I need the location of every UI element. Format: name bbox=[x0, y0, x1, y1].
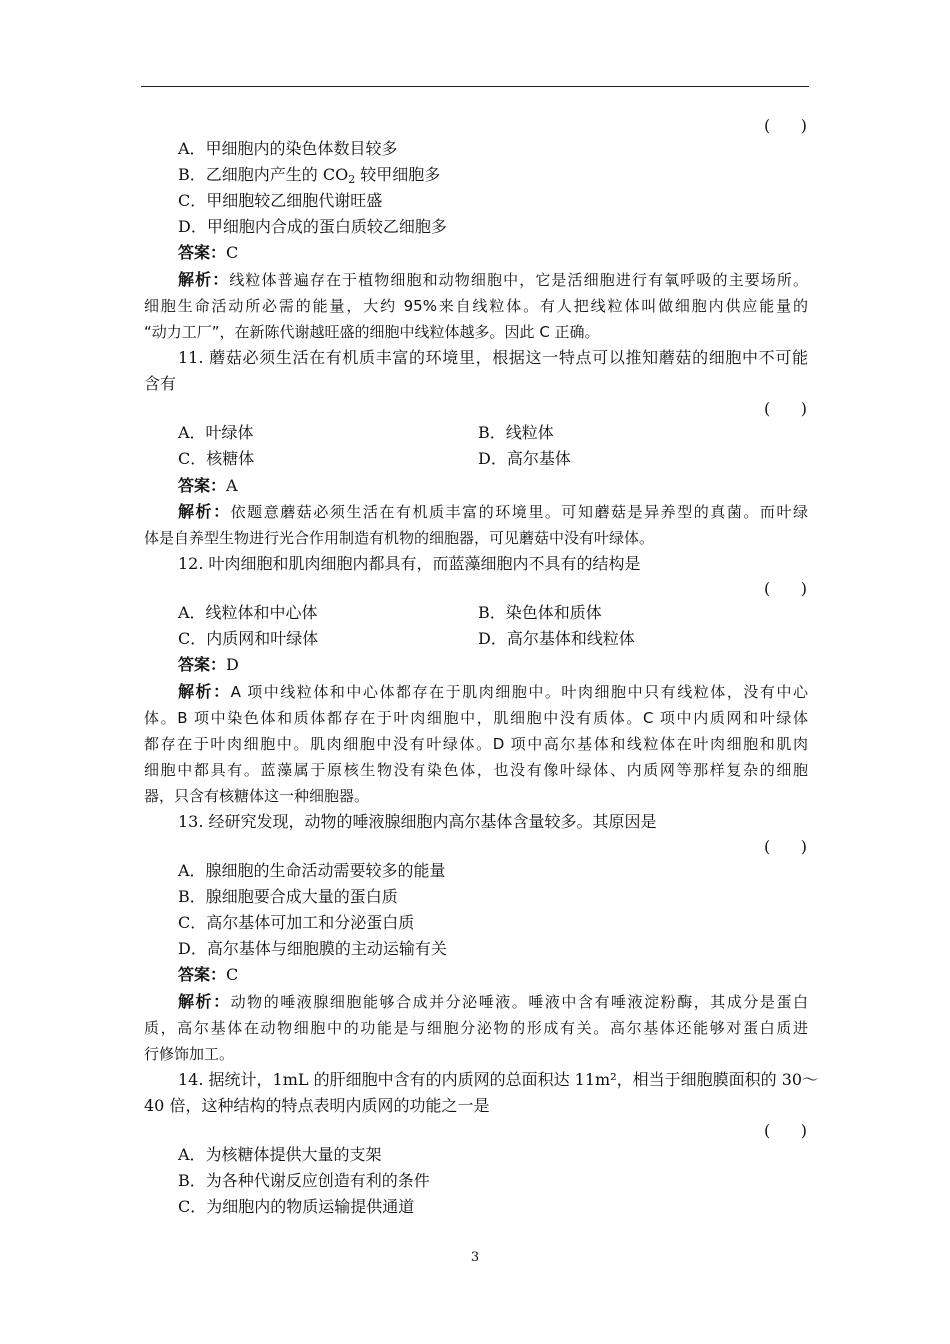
q11-stem: 含有 bbox=[144, 374, 177, 393]
q14-option-c: C．为细胞内的物质运输提供通道 bbox=[178, 1197, 415, 1216]
q10-option-a: A．甲细胞内的染色体数目较多 bbox=[178, 139, 398, 158]
q11-option-b: B．线粒体 bbox=[478, 423, 554, 442]
q13-analysis-line: 质，高尔基体在动物细胞中的功能是与细胞分泌物的形成有关。高尔基体还能够对蛋白质进 bbox=[144, 1019, 808, 1037]
q13-analysis-line: 行修饰加工。 bbox=[144, 1045, 235, 1063]
q10-option-d: D．甲细胞内合成的蛋白质较乙细胞多 bbox=[178, 217, 447, 236]
answer-label: 答案： bbox=[178, 965, 227, 984]
q11-option-d: D．高尔基体 bbox=[478, 449, 571, 468]
q11-analysis-line: 解析：依题意蘑菇必须生活在有机质丰富的环境里。可知蘑菇是异养型的真菌。而叶绿 bbox=[178, 502, 808, 521]
q11-option-c: C．核糖体 bbox=[178, 449, 255, 468]
q14-option-b: B．为各种代谢反应创造有利的条件 bbox=[178, 1171, 430, 1190]
q12-option-c: C．内质网和叶绿体 bbox=[178, 629, 319, 648]
q10-analysis-line: “动力工厂”，在新陈代谢越旺盛的细胞中线粒体越多。因此 C 正确。 bbox=[144, 323, 600, 341]
analysis-label: 解析： bbox=[178, 992, 231, 1011]
q14-option-a: A．为核糖体提供大量的支架 bbox=[178, 1145, 382, 1164]
q12-answer: 答案：D bbox=[178, 655, 239, 674]
q10-answer: 答案：C bbox=[178, 243, 239, 262]
answer-paren: ( ) bbox=[764, 837, 807, 856]
q14-stem: 14. 据统计，1mL 的肝细胞中含有的内质网的总面积达 11m²，相当于细胞膜面积的 30～ bbox=[178, 1070, 819, 1089]
q13-stem: 13. 经研究发现，动物的唾液腺细胞内高尔基体含量较多。其原因是 bbox=[178, 812, 657, 831]
q10-option-c: C．甲细胞较乙细胞代谢旺盛 bbox=[178, 191, 383, 210]
q13-analysis-line: 解析：动物的唾液腺细胞能够合成并分泌唾液。唾液中含有唾液淀粉酶，其成分是蛋白 bbox=[178, 992, 808, 1011]
answer-label: 答案： bbox=[178, 655, 227, 674]
q12-analysis-line: 解析：A 项中线粒体和中心体都存在于肌肉细胞中。叶肉细胞中只有线粒体，没有中心 bbox=[178, 682, 808, 701]
q11-option-a: A．叶绿体 bbox=[178, 423, 254, 442]
q12-option-a: A．线粒体和中心体 bbox=[178, 603, 318, 622]
analysis-label: 解析： bbox=[178, 270, 230, 289]
q12-option-b: B．染色体和质体 bbox=[478, 603, 602, 622]
q12-option-d: D．高尔基体和线粒体 bbox=[478, 629, 635, 648]
answer-label: 答案： bbox=[178, 243, 227, 262]
answer-paren: ( ) bbox=[764, 1121, 807, 1140]
q12-stem: 12. 叶肉细胞和肌肉细胞内都具有，而蓝藻细胞内不具有的结构是 bbox=[178, 554, 641, 573]
q12-analysis-line: 器，只含有核糖体这一种细胞器。 bbox=[144, 787, 370, 805]
q13-option-c: C．高尔基体可加工和分泌蛋白质 bbox=[178, 913, 415, 932]
analysis-label: 解析： bbox=[178, 682, 231, 701]
q11-answer: 答案：A bbox=[178, 476, 238, 495]
q10-option-b: B．乙细胞内产生的 $CO_2$ 较甲细胞多 bbox=[178, 165, 441, 186]
answer-paren: ( ) bbox=[764, 399, 807, 418]
header-rule bbox=[141, 86, 809, 87]
q10-analysis-line: 解析：线粒体普遍存在于植物细胞和动物细胞中，它是活细胞进行有氧呼吸的主要场所。 bbox=[178, 270, 808, 289]
q10-analysis-line: 细胞生命活动所必需的能量，大约 95%来自线粒体。有人把线粒体叫做细胞内供应能量的 bbox=[144, 297, 808, 315]
q11-analysis-line: 体是自养型生物进行光合作用制造有机物的细胞器，可见蘑菇中没有叶绿体。 bbox=[144, 529, 655, 547]
q12-analysis-line: 体。B 项中染色体和质体都存在于叶肉细胞中，肌细胞中没有质体。C 项中内质网和叶绿体 bbox=[144, 709, 808, 727]
q14-stem: 40 倍，这种结构的特点表明内质网的功能之一是 bbox=[144, 1096, 490, 1115]
q13-option-a: A．腺细胞的生命活动需要较多的能量 bbox=[178, 861, 446, 880]
analysis-label: 解析： bbox=[178, 502, 231, 521]
q11-stem: 11. 蘑菇必须生活在有机质丰富的环境里，根据这一特点可以推知蘑菇的细胞中不可能 bbox=[178, 348, 808, 367]
answer-label: 答案： bbox=[178, 476, 227, 495]
q13-option-d: D．高尔基体与细胞膜的主动运输有关 bbox=[178, 939, 447, 958]
q13-option-b: B．腺细胞要合成大量的蛋白质 bbox=[178, 887, 398, 906]
page-number: 3 bbox=[470, 1250, 480, 1265]
answer-paren: ( ) bbox=[764, 579, 807, 598]
q12-analysis-line: 细胞中都具有。蓝藻属于原核生物没有染色体，也没有像叶绿体、内质网等那样复杂的细胞 bbox=[144, 761, 808, 779]
answer-paren: ( ) bbox=[764, 116, 807, 135]
q12-analysis-line: 都存在于叶肉细胞中。肌肉细胞中没有叶绿体。D 项中高尔基体和线粒体在叶肉细胞和肌肉 bbox=[144, 735, 808, 753]
q13-answer: 答案：C bbox=[178, 965, 239, 984]
